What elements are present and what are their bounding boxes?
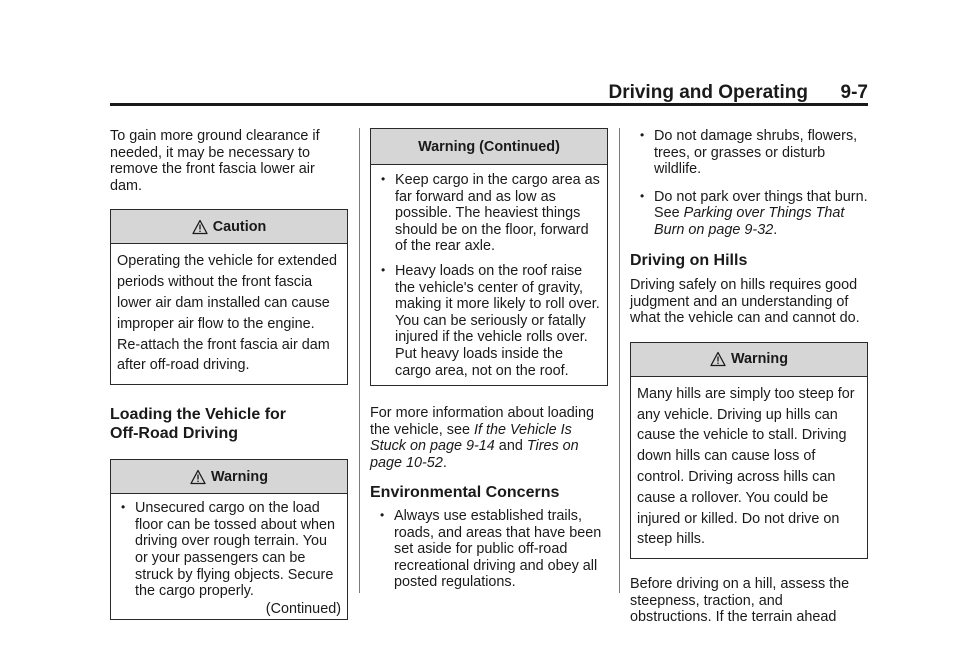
page-header: [110, 82, 868, 104]
warning-triangle-icon: [190, 469, 206, 485]
warning-list: [111, 500, 341, 600]
warning-continued-header: Warning (Continued): [371, 129, 607, 165]
warning-continued-body: [371, 165, 607, 385]
warning-triangle-icon: [710, 351, 726, 367]
column-3: [630, 128, 868, 626]
list-item: • Unsecured cargo on the load floor can be tossed about when driving over rough terrain. You or your passengers can be struck by flying objects. Secure the cargo properly.: [121, 500, 336, 600]
column-divider-2: [619, 128, 620, 593]
column-1: [110, 128, 348, 620]
intro-paragraph: To gain more ground clearance if needed, it may be necessary to remove the front fascia lower air dam.: [110, 128, 320, 194]
xref-link[interactable]: If the Vehicle Is Stuck on page 9-14: [370, 421, 572, 455]
continued-label: (Continued): [265, 600, 341, 617]
column-divider-1: [359, 128, 360, 593]
warning-body: [111, 494, 347, 619]
bullet-icon: •: [640, 188, 645, 203]
hills-heading: Driving on Hills: [630, 251, 748, 269]
caution-body: Operating the vehicle for extended periods without the front fascia lower air dam installed can cause improper air flow to the engine. Re-attach the front fascia air dam after off-road driving.: [117, 253, 337, 374]
caution-title: Caution: [212, 218, 267, 235]
warning-continued-list: [371, 172, 601, 379]
warning-continued-box: [370, 128, 608, 386]
list-item: • Keep cargo in the cargo area as far forward and as low as possible. The heaviest things should be on the floor, forward of the rear axle.: [381, 172, 600, 255]
warning-triangle-icon: [192, 219, 208, 235]
warning-header: [111, 460, 347, 494]
bullet-icon: •: [380, 508, 385, 522]
list-item: • Do not park over things that burn. See Parking over Things That Burn on page 9-32.: [640, 188, 868, 238]
hills-warning-title: Warning: [730, 351, 789, 368]
caution-header: [111, 210, 347, 244]
loading-heading: Loading the Vehicle for Off-Road Driving: [110, 406, 287, 442]
column-2: [370, 128, 608, 591]
header-rule: [110, 103, 868, 106]
more-info-paragraph: For more information about loading the vehicle, see If the Vehicle Is Stuck on page 9-14 and Tires on page 10-52.: [370, 405, 594, 471]
hills-warning-header: [631, 343, 867, 377]
section-title: Driving and Operating: [608, 82, 808, 103]
bullet-icon: •: [121, 500, 126, 515]
hills-warning-box: [630, 342, 868, 559]
bullet-icon: •: [381, 172, 386, 186]
bullet-icon: •: [381, 262, 386, 277]
environmental-heading: Environmental Concerns: [370, 483, 560, 501]
warning-box: [110, 459, 348, 620]
caution-box: [110, 209, 348, 385]
list-item: • Heavy loads on the roof raise the vehicle's center of gravity, making it more likely to roll over. You can be seriously or fatally injured if the vehicle rolls over. Put heavy loads inside the cargo area, not on the roof.: [381, 262, 600, 379]
warning-title: Warning: [210, 468, 269, 485]
xref-link[interactable]: Parking over Things That Burn on page 9-32: [654, 205, 845, 238]
environmental-list-cont: [630, 128, 868, 239]
hills-intro: Driving safely on hills requires good judgment and an understanding of what the vehicle can and cannot do.: [630, 277, 860, 327]
hills-outro: Before driving on a hill, assess the steepness, traction, and obstructions. If the terrain ahead: [630, 576, 850, 626]
bullet-icon: •: [640, 128, 645, 142]
list-item: • Do not damage shrubs, flowers, trees, or grasses or disturb wildlife.: [640, 128, 858, 178]
list-item: • Always use established trails, roads, and areas that have been set aside for public off-road recreational driving and obey all posted regulations.: [380, 508, 602, 591]
page-number: 9-7: [840, 82, 868, 103]
environmental-list: [370, 508, 606, 591]
hills-warning-body: Many hills are simply too steep for any vehicle. Driving up hills can cause the vehicle to stall. Driving down hills can cause loss of control. Driving across hills can cause a rollover. You could be injured or killed. Do not drive on steep hills.: [637, 385, 855, 548]
xref-link[interactable]: Tires on page 10-52: [370, 438, 579, 471]
